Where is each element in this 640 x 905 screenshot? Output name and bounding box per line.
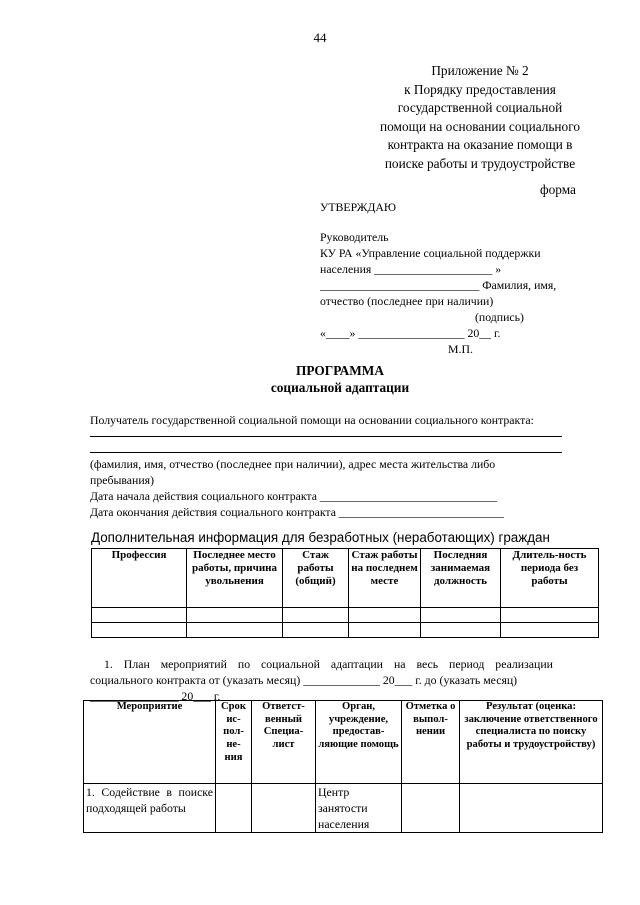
contract-info <box>90 456 610 520</box>
table-cell[interactable] <box>421 623 501 638</box>
recipient-label: Получатель государственной социальной помощи на основании социального контракта: <box>90 413 534 427</box>
contract-start-date: Дата начала действия социального контракта ______________________________ <box>90 489 497 503</box>
appendix-line: поиске работы и трудоустройстве <box>384 155 576 171</box>
approval-signature-caption: (подпись) <box>475 310 524 324</box>
activity-cell: 1. Содействие в поиске подходящей работы <box>84 784 216 833</box>
table-cell[interactable] <box>92 623 187 638</box>
plan-line: 1. План мероприятий по социальной адаптации на весь период реализации <box>104 657 553 671</box>
appendix-line: государственной социальной <box>397 100 563 116</box>
page-number: 44 <box>313 30 327 45</box>
approval-spacer <box>320 215 556 229</box>
table-cell[interactable] <box>349 623 421 638</box>
appendix-header <box>360 62 600 174</box>
table-cell[interactable] <box>283 623 349 638</box>
page-title <box>0 362 640 396</box>
column-header: Длитель-ность периода без работы <box>501 549 599 608</box>
approval-line: населения ____________________ » <box>320 262 502 276</box>
form-label: форма <box>540 182 576 197</box>
approval-line: КУ РА «Управление социальной поддержки <box>320 246 541 260</box>
column-header: Последнее место работы, причина увольнения <box>187 549 283 608</box>
info-line: (фамилия, имя, отчество (последнее при наличии), адрес места жительства либо <box>90 457 496 471</box>
table-header-row <box>92 549 599 608</box>
column-header: Отметка о выпол-нении <box>402 701 460 784</box>
additional-info-heading: Дополнительная информация для безработных (неработающих) граждан <box>91 530 550 545</box>
table-cell[interactable] <box>252 784 316 833</box>
table-cell[interactable] <box>421 608 501 623</box>
blank-line <box>90 436 562 437</box>
table-cell[interactable] <box>460 784 603 833</box>
contract-end-date: Дата окончания действия социального контракта ____________________________ <box>90 505 505 519</box>
plan-text <box>90 656 602 704</box>
column-header: Орган, учреждение, предостав-ляющие помощь <box>316 701 402 784</box>
blank-line <box>90 452 562 453</box>
table-cell[interactable] <box>187 623 283 638</box>
table-cell[interactable] <box>349 608 421 623</box>
appendix-line: Приложение № 2 <box>431 63 529 78</box>
table-cell[interactable] <box>402 784 460 833</box>
table-cell[interactable] <box>92 608 187 623</box>
approval-line: отчество (последнее при наличии) <box>320 294 494 308</box>
column-header: Последняя занимаемая должность <box>421 549 501 608</box>
unemployed-info-table <box>91 548 599 638</box>
column-header: Ответст-венный Специа-лист <box>252 701 316 784</box>
column-header: Стаж работы на последнем месте <box>349 549 421 608</box>
table-cell[interactable] <box>187 608 283 623</box>
appendix-line: к Порядку предоставления <box>404 81 556 97</box>
approval-date-line: «____» __________________ 20__ г. <box>320 326 501 340</box>
column-header: Срок ис-пол-не-ния <box>216 701 252 784</box>
column-header: Мероприятие <box>84 701 216 784</box>
approval-line: ___________________________ Фамилия, имя, <box>320 278 557 292</box>
table-cell[interactable] <box>501 623 599 638</box>
approval-block <box>320 199 556 357</box>
approval-heading: УТВЕРЖДАЮ <box>320 200 397 214</box>
table-row <box>92 608 599 623</box>
plan-line: _______________ 20___ г. <box>90 689 221 703</box>
table-cell[interactable] <box>216 784 252 833</box>
column-header: Результат (оценка: заключение ответственного специалиста по поиску работы и трудоустройству) <box>460 701 603 784</box>
plan-table <box>83 700 603 833</box>
table-header-row <box>84 701 603 784</box>
appendix-line: помощи на основании социального <box>380 118 580 134</box>
table-row <box>84 784 603 833</box>
table-cell[interactable] <box>283 608 349 623</box>
column-header: Стаж работы (общий) <box>283 549 349 608</box>
info-line: пребывания) <box>90 473 155 487</box>
appendix-line: контракта на оказание помощи в <box>387 137 573 153</box>
approval-stamp: М.П. <box>448 342 473 356</box>
plan-line: социального контракта от (указать месяц) _____________ 20___ г. до (указать месяц) <box>90 673 518 687</box>
table-row <box>92 623 599 638</box>
table-cell[interactable] <box>501 608 599 623</box>
organ-cell: Центр занятости населения <box>316 784 402 833</box>
approval-line: Руководитель <box>320 230 389 244</box>
title-line-1: ПРОГРАММА <box>296 363 384 378</box>
column-header: Профессия <box>92 549 187 608</box>
title-line-2: социальной адаптации <box>270 380 410 395</box>
